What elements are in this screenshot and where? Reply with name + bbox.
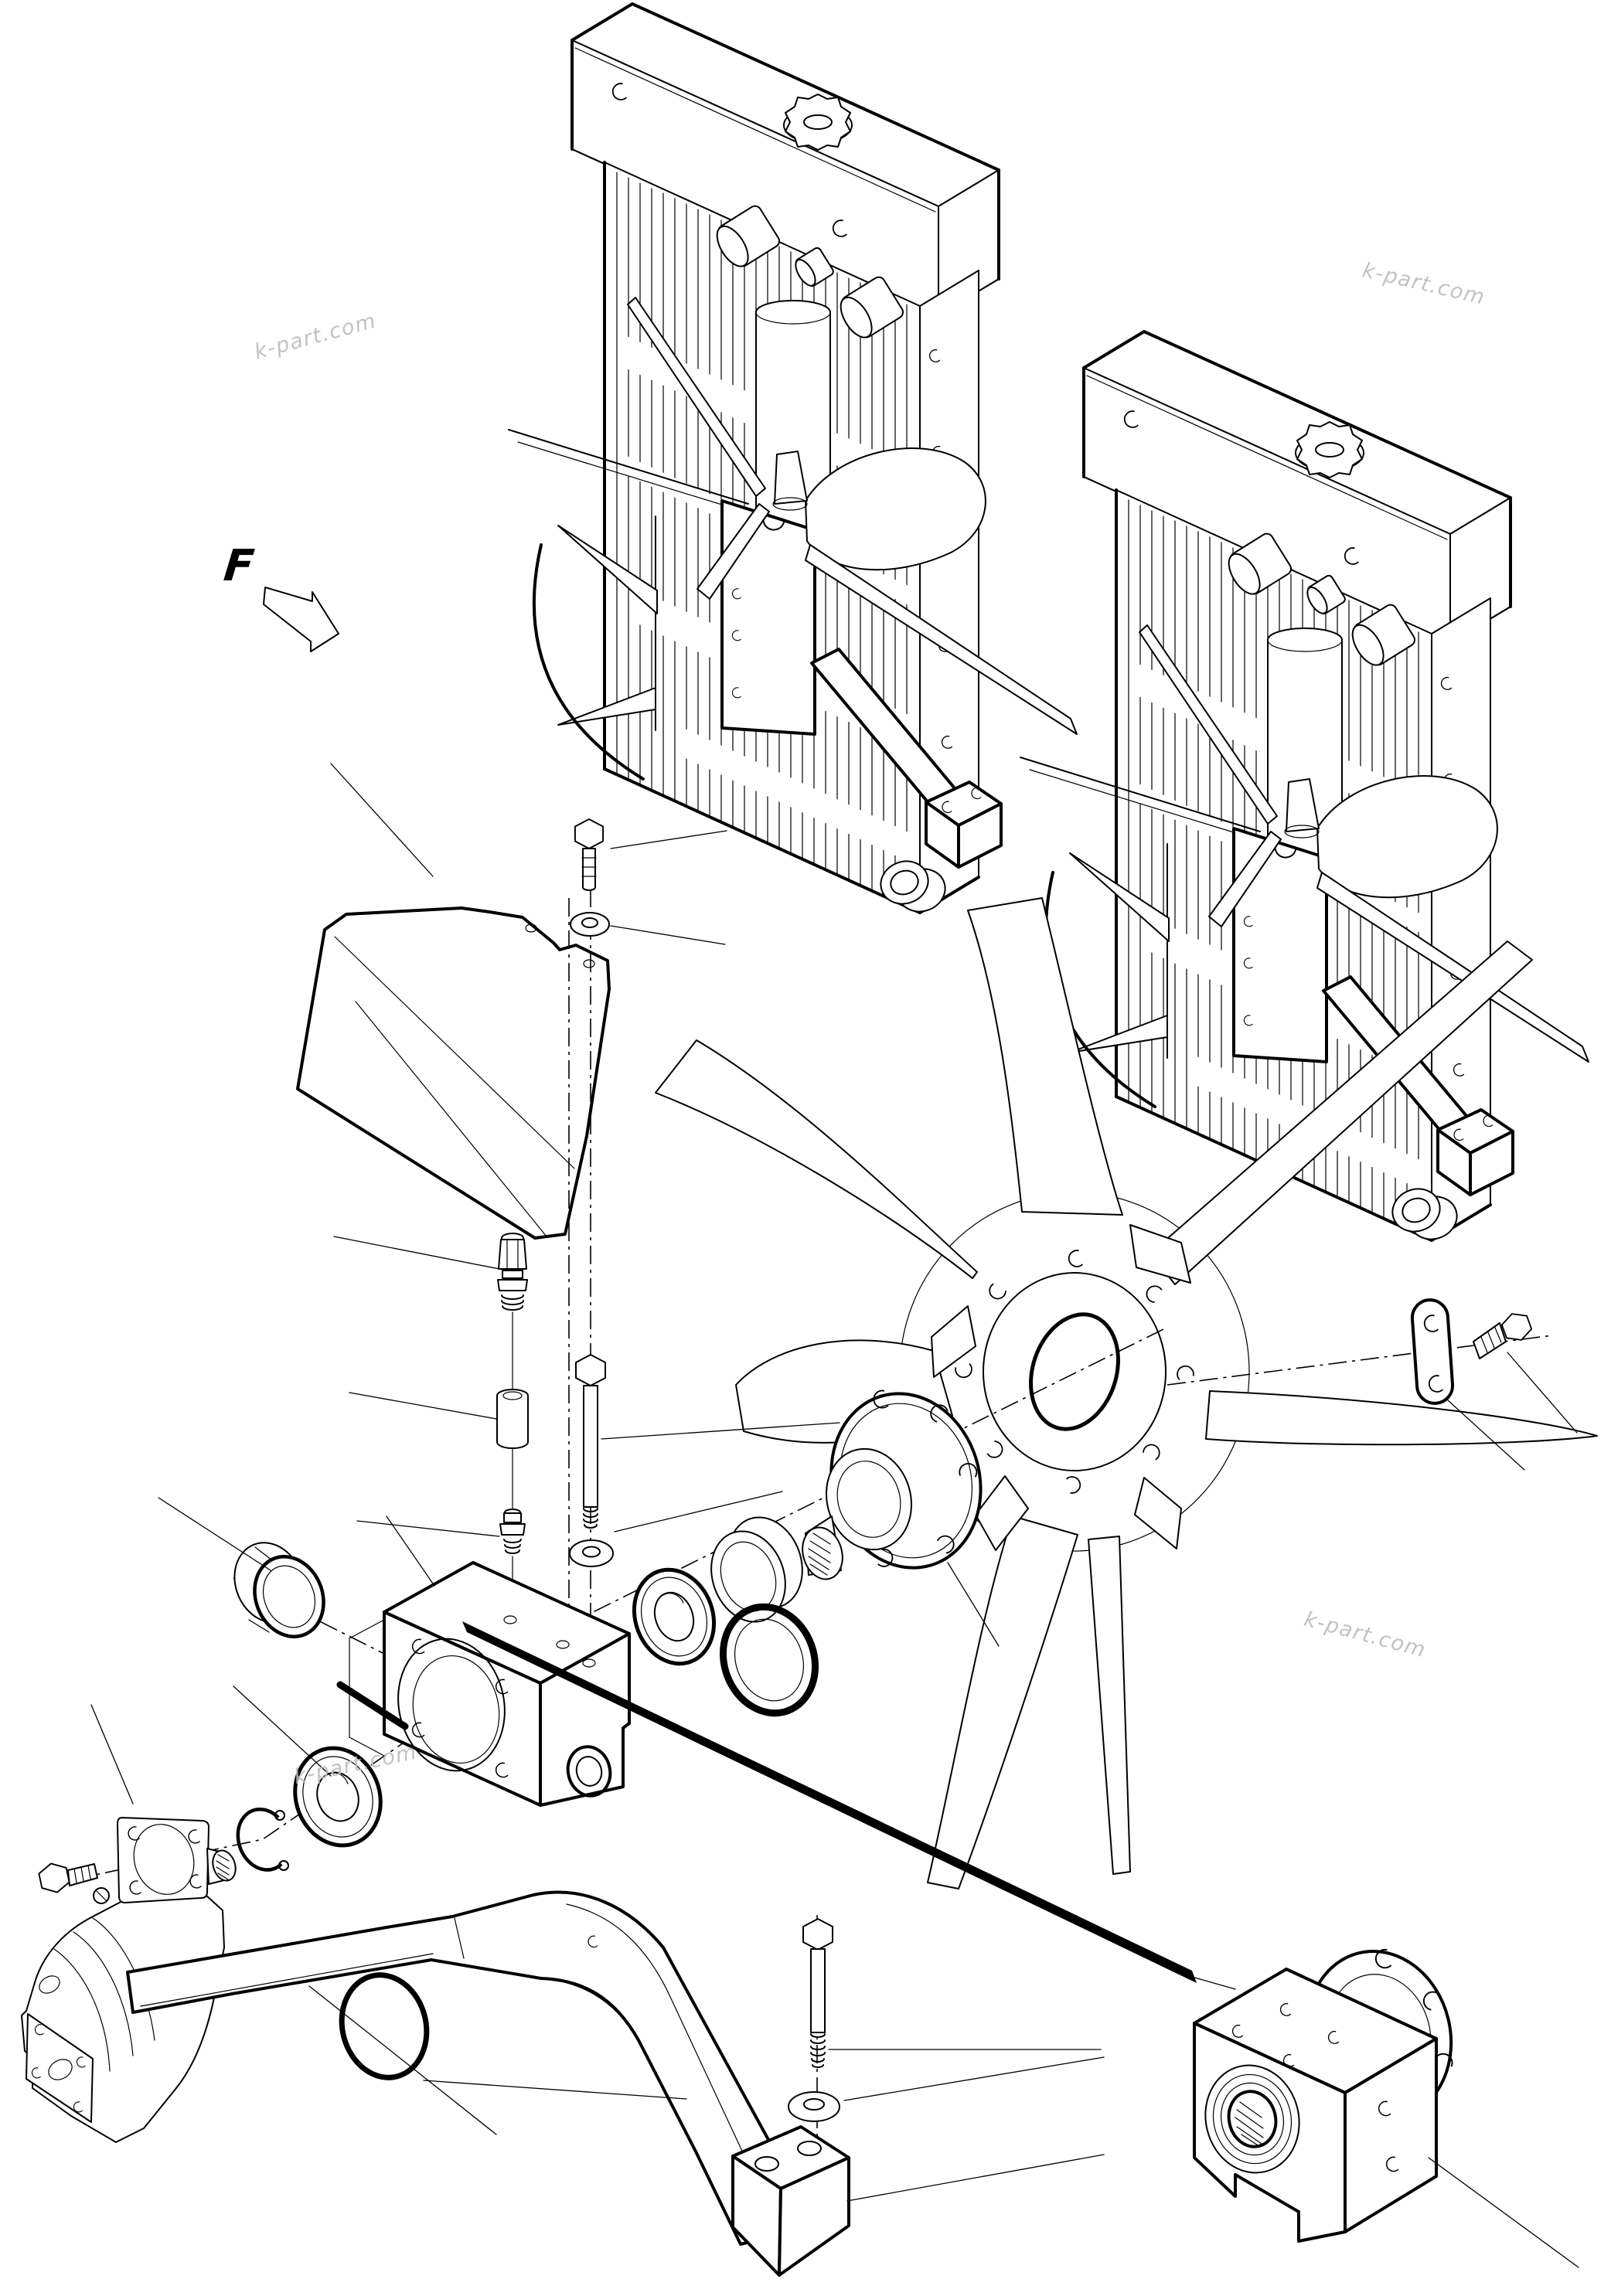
housing-bolt <box>576 1355 605 1528</box>
retainer-plate <box>1411 1299 1453 1405</box>
bracket-foot <box>733 2127 849 2275</box>
mounting-bracket <box>128 1893 809 2244</box>
fan-blade <box>928 1516 1078 1889</box>
guard-cover <box>298 908 609 1238</box>
pillow-block-assembled <box>1194 1936 1469 2241</box>
breather-valve <box>498 1233 527 1310</box>
motor-mount-flange <box>118 1817 209 1903</box>
snap-ring <box>238 1809 288 1870</box>
plate-bolt <box>1473 1309 1534 1359</box>
fan-blade <box>1206 1391 1597 1444</box>
spacer-bushing <box>497 1390 528 1448</box>
spacer-ring <box>699 1507 814 1632</box>
housing-bolt-washer <box>570 1540 613 1566</box>
radiator-assembly-right <box>1020 332 1589 1246</box>
fan-blade <box>656 1040 977 1278</box>
watermark: k-part.com <box>291 1740 420 1790</box>
motor-shaft-boss <box>207 1848 239 1884</box>
watermark: k-part.com <box>1301 1607 1429 1663</box>
radiator-assembly-left <box>509 4 1077 918</box>
cover-bolt <box>575 819 603 890</box>
motor-bolt <box>37 1861 97 1896</box>
fan-center-hole <box>1017 1303 1132 1441</box>
view-direction-arrow <box>264 587 339 651</box>
o-ring <box>331 1966 437 2087</box>
grease-nipple <box>500 1509 525 1553</box>
bracket-bolt <box>803 1919 833 2067</box>
bracket-bolt-washer <box>788 2092 840 2121</box>
fan-blade <box>968 898 1122 1215</box>
watermark: k-part.com <box>251 308 380 365</box>
cover-washer <box>570 913 609 936</box>
bearing-cap <box>223 1532 335 1647</box>
pointer-hook <box>1192 1977 1235 1989</box>
view-label-f: F <box>221 541 257 591</box>
fan-blade <box>1088 1536 1130 1874</box>
watermark: k-part.com <box>1360 258 1488 310</box>
